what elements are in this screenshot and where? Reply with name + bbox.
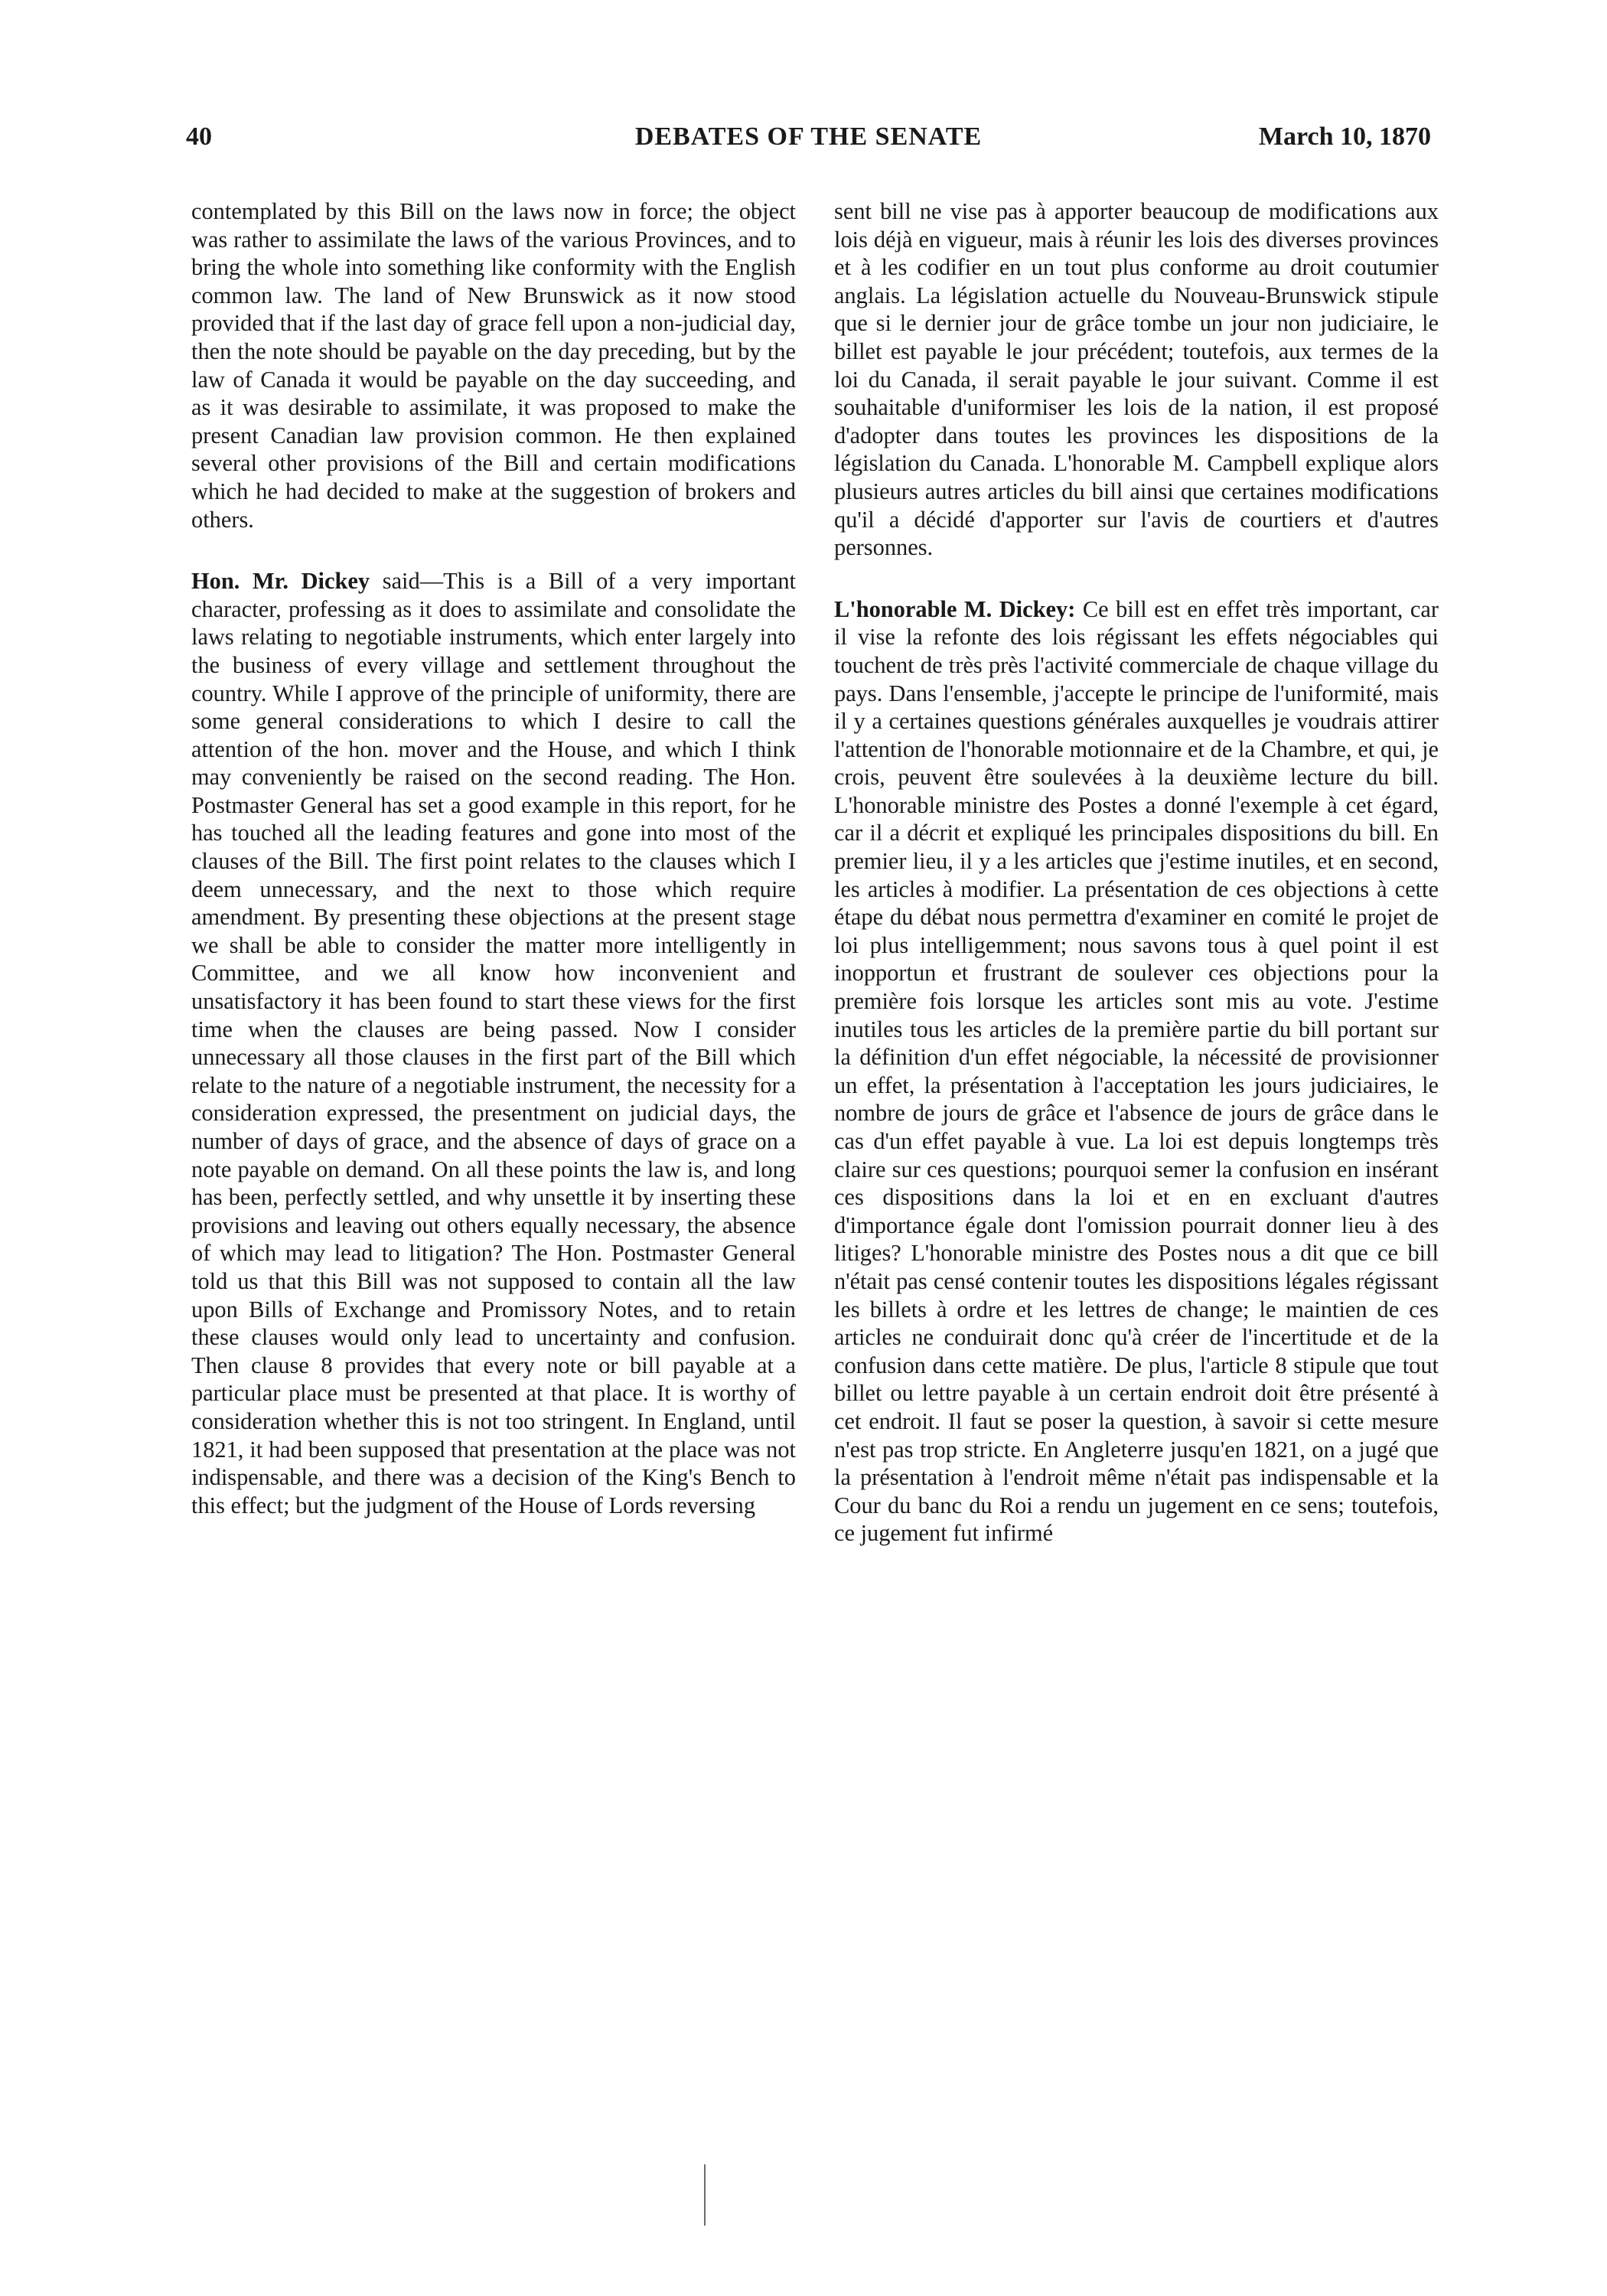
header-date: March 10, 1870 [1258, 122, 1431, 151]
english-paragraph-1: contemplated by this Bill on the laws now in force; the object was rather to assimilate the laws of the various Provinces, and to bring the whole into something like conformity with the English common law. The land of New Brunswick as it now stood provided that if the last day of grace fell upon a non-judicial day, then the note should be payable on the day preceding, but by the law of Canada it would be payable on the day succeeding, and as it was desirable to assimilate, it was proposed to make the present Canadian law provision common. He then explained several other provisions of the Bill and certain modifications which he had decided to make at the suggestion of brokers and others. [191, 198, 796, 533]
french-speech-text: Ce bill est en effet très important, car il vise la refonte des lois régissant les effets négociables qui touchent de très près l'activité commerciale de chaque village du pays. Dans l'ensemble, j'accepte le principe de l'uniformité, mais il y a certaines questions générales auxquelles je voudrais attirer l'attention de l'honorable motionnaire et de la Chambre, et qui, je crois, peuvent être soulevées à la deuxième lecture du bill. L'honorable ministre des Postes a donné l'exemple à cet égard, car il a décrit et expliqué les principales dispositions du bill. En premier lieu, il y a les articles que j'estime inutiles, et en second, les articles à modifier. La présentation de ces objections à cette étape du débat nous permettra d'examiner en comité le projet de loi plus intelligemment; nous savons tous à quel point il est inopportun et frustrant de soulever ces objections pour la première fois lorsque les articles sont mis au vote. J'estime inutiles tous les articles de la première partie du bill portant sur la définition d'un effet négociable, la nécessité de provisionner un effet, la présentation à l'acceptation les jours judiciaires, le nombre de jours de grâce et l'absence de jours de grâce dans le cas d'un effet payable à vue. La loi est depuis longtemps très claire sur ces questions; pourquoi semer la confusion en insérant ces dispositions dans la loi et en en excluant d'autres d'importance égale dont l'omission pourrait donner lieu à des litiges? L'honorable ministre des Postes nous a dit que ce bill n'était pas censé contenir toutes les dispositions légales régissant les billets à ordre et les lettres de change; le maintien de ces articles ne conduirait donc qu'à créer de l'incertitude et de la confusion dans cette matière. De plus, l'article 8 stipule que tout billet ou lettre payable à un certain endroit doit être présenté à cet endroit. Il faut se poser la question, à savoir si cette mesure n'est pas trop stricte. En Angleterre jusqu'en 1821, on a jugé que la présentation à l'endroit même n'était pas indispensable et la Cour du banc du Roi a rendu un jugement en ce sens; toutefois, ce jugement fut infirmé [834, 595, 1439, 1547]
english-speaker-name: Hon. Mr. Dickey [191, 568, 370, 595]
french-paragraph-1: sent bill ne vise pas à apporter beaucoup de modifications aux lois déjà en vigueur, mais à réunir les lois des diverses provinces et à les codifier en un tout plus conforme au droit coutumier anglais. La législation actuelle du Nouveau-Brunswick stipule que si le dernier jour de grâce tombe un jour non judiciaire, le billet est payable le jour précédent; toutefois, aux termes de la loi du Canada, il serait payable le jour suivant. Comme il est souhaitable d'uniformiser les lois de la nation, il est proposé d'adopter dans toutes les provinces les dispositions de la législation du Canada. L'honorable M. Campbell explique alors plusieurs autres articles du bill ainsi que certaines modifications qu'il a décidé d'apporter sur l'avis de courtiers et d'autres personnes. [834, 198, 1439, 561]
page-number: 40 [186, 122, 212, 151]
english-speech-text: said—This is a Bill of a very important character, professing as it does to assimilate and consolidate the laws relating to negotiable instruments, which enter largely into the business of every village and settlement throughout the country. While I approve of the principle of uniformity, there are some general considerations to which I desire to call the attention of the hon. mover and the House, and which I think may conveniently be raised on the second reading. The Hon. Postmaster General has set a good example in this report, for he has touched all the leading features and gone into most of the clauses of the Bill. The first point relates to the clauses which I deem unnecessary, and the next to those which require amendment. By presenting these objections at the present stage we shall be able to consider the matter more intelligently in Committee, and we all know how inconvenient and unsatisfactory it has been found to start these views for the first time when the clauses are being passed. Now I consider unnecessary all those clauses in the first part of the Bill which relate to the nature of a negotiable instrument, the necessity for a consideration expressed, the presentment on judicial days, the number of days of grace, and the absence of days of grace on a note payable on demand. On all these points the law is, and long has been, perfectly settled, and why unsettle it by inserting these provisions and leaving out others equally necessary, the absence of which may lead to litigation? The Hon. Postmaster General told us that this Bill was not supposed to contain all the law upon Bills of Exchange and Promissory Notes, and to retain these clauses would only lead to uncertainty and confusion. Then clause 8 provides that every note or bill payable at a particular place must be presented at that place. It is worthy of consideration whether this is not too stringent. In England, until 1821, it had been supposed that presentation at the place was not indispensable, and there was a decision of the King's Bench to this effect; but the judgment of the House of Lords reversing [191, 568, 797, 1518]
scan-artifact-line [704, 2164, 706, 2226]
running-title: DEBATES OF THE SENATE [634, 122, 983, 151]
english-paragraph-2 [191, 567, 796, 1519]
french-paragraph-2 [834, 595, 1439, 1548]
english-column [191, 197, 796, 1519]
french-speaker-name: L'honorable M. Dickey: [834, 595, 1076, 622]
page-header [186, 122, 1431, 168]
french-column [834, 197, 1439, 1548]
